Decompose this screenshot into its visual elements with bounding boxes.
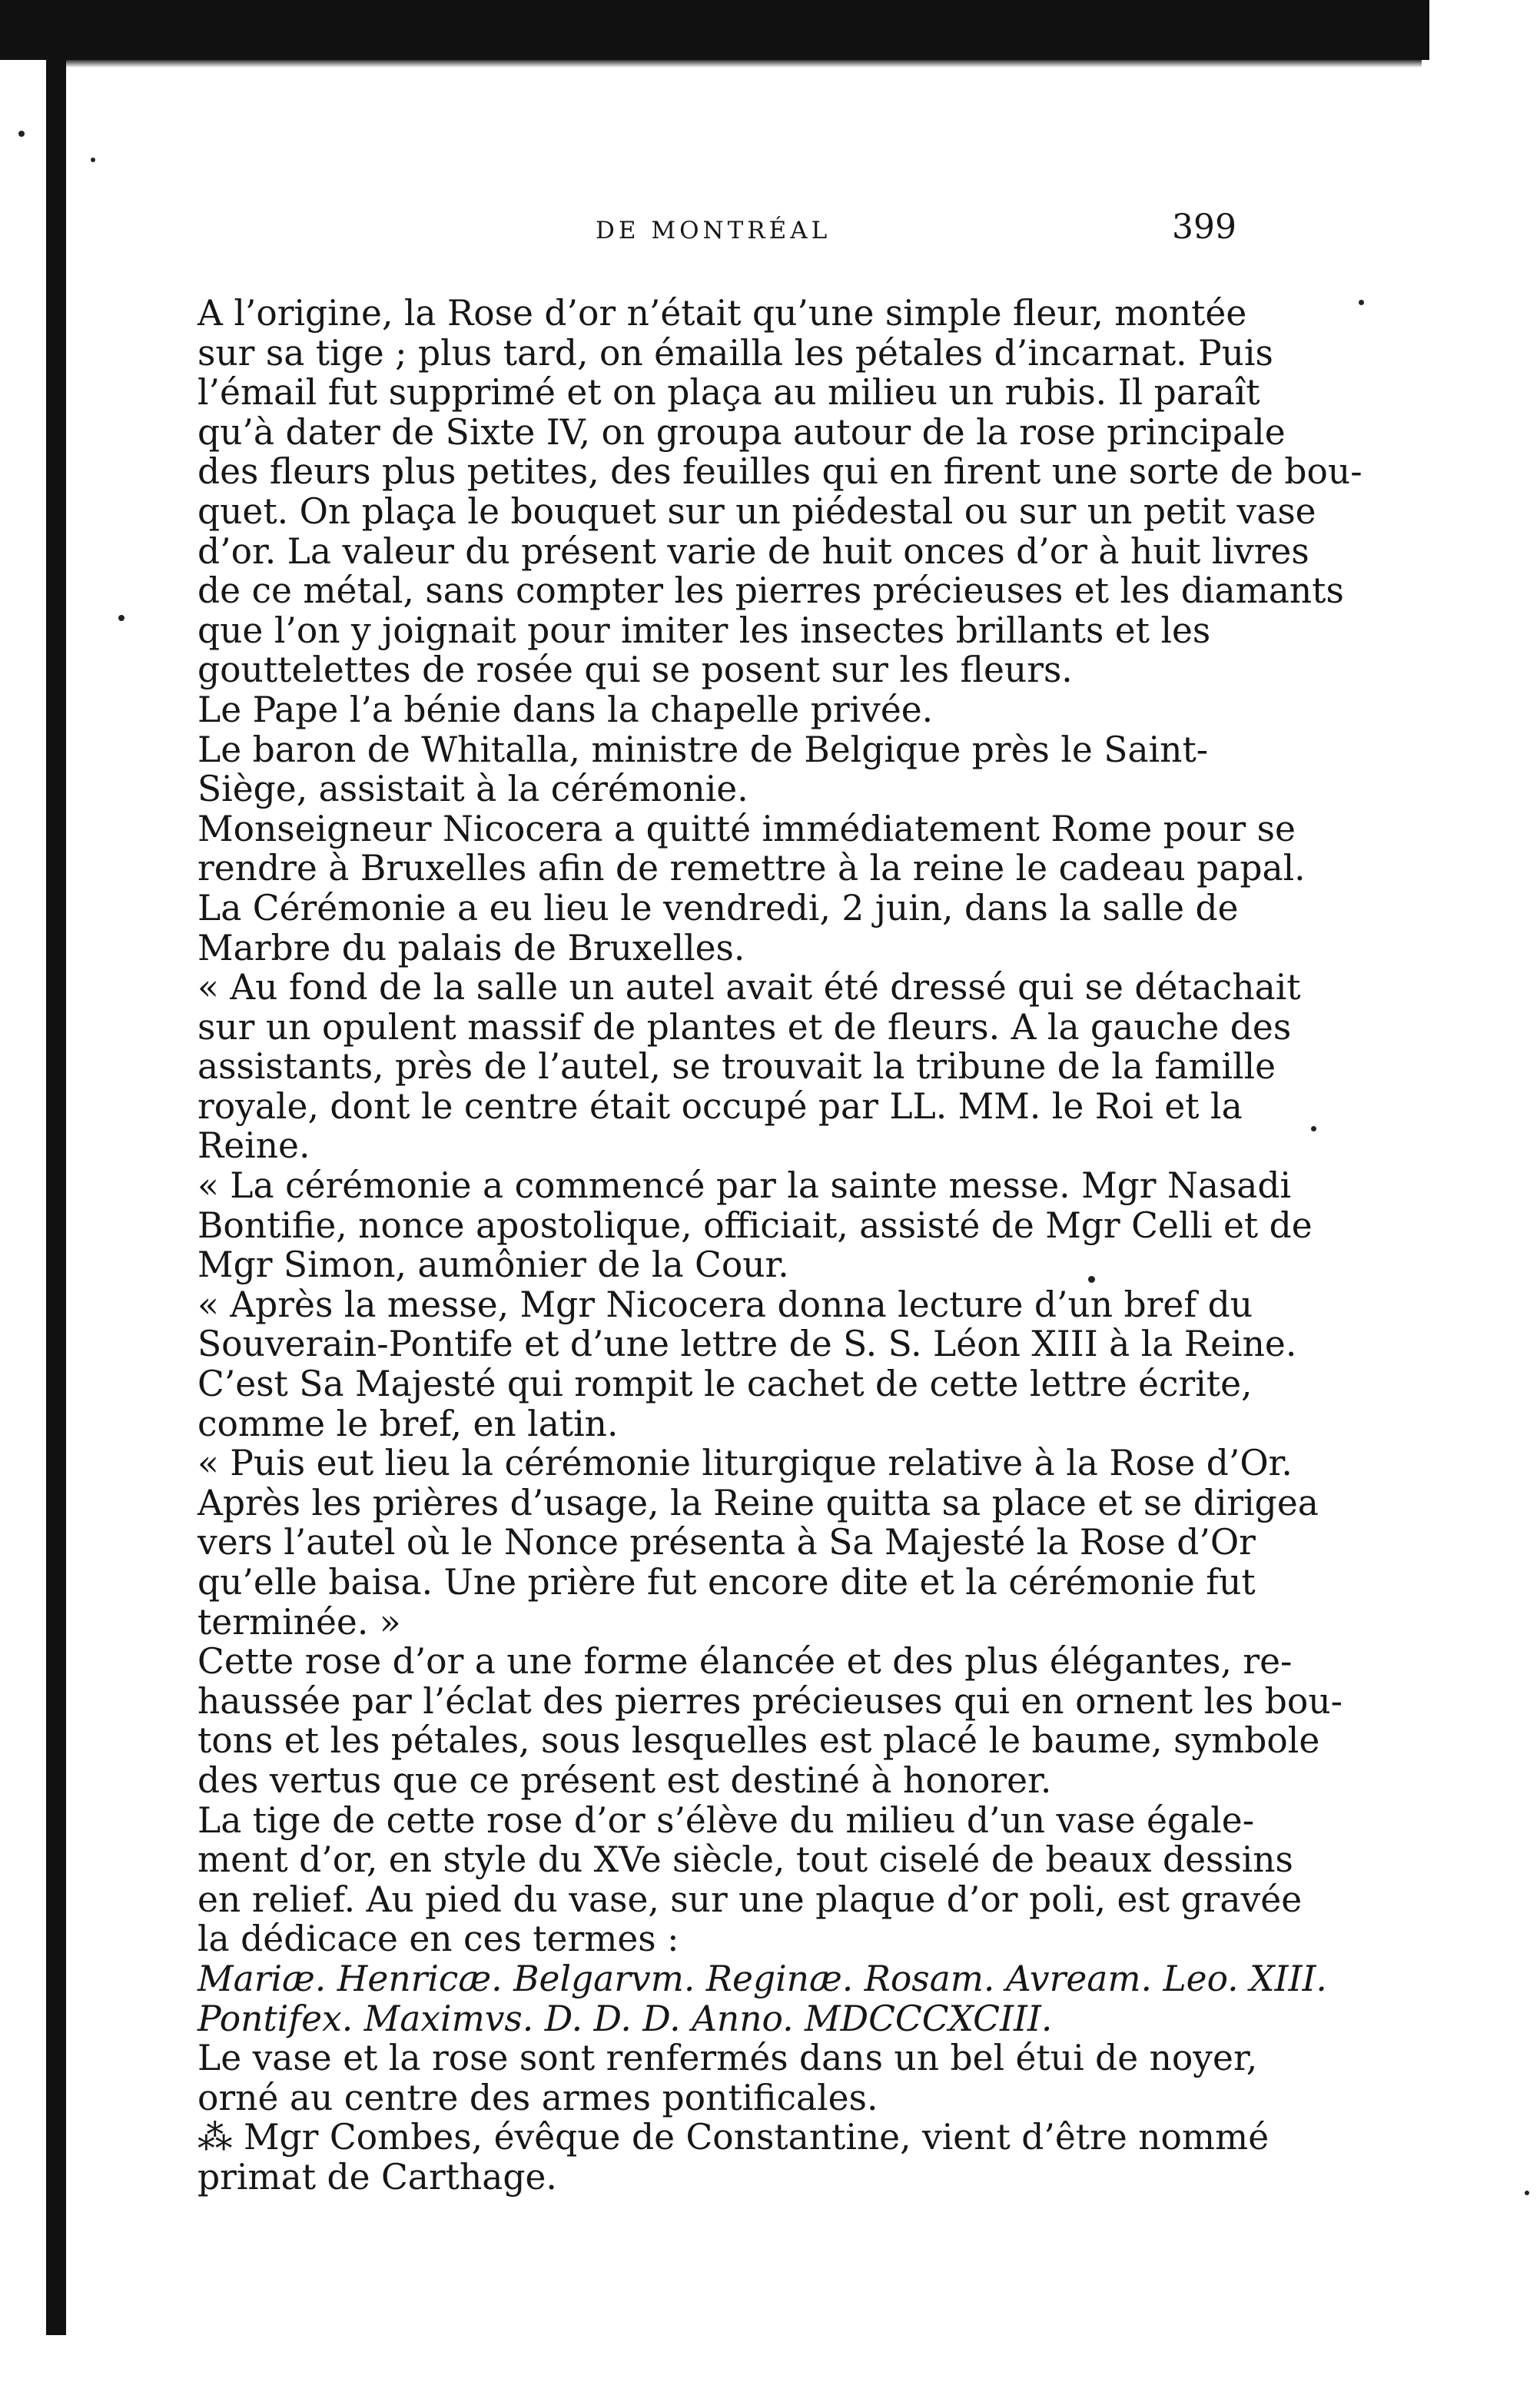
text-line: qu’elle baisa. Une prière fut encore dite et la cérémonie fut (197, 1562, 1256, 1603)
text-line: « La cérémonie a commencé par la sainte messe. Mgr Nasadi (197, 1165, 1292, 1207)
text-line: terminée. » (197, 1601, 401, 1643)
scan-speck (1311, 1126, 1316, 1131)
text-line: « Puis eut lieu la cérémonie liturgique relative à la Rose d’Or. (197, 1443, 1293, 1484)
scan-border-shadow (46, 60, 1422, 68)
paragraph (158, 293, 1362, 691)
text-line: Après les prières d’usage, la Reine quitta sa place et se dirigea (197, 1482, 1319, 1523)
text-line: des fleurs plus petites, des feuilles qui en firent une sorte de bou- (197, 451, 1362, 493)
scan-speck (118, 615, 124, 621)
text-line: la dédicace en ces termes : (197, 1919, 679, 1960)
scan-speck (18, 131, 25, 137)
text-line: rendre à Bruxelles afin de remettre à la reine le cadeau papal. (197, 848, 1306, 889)
text-line: des vertus que ce présent est destiné à honorer. (197, 1759, 1052, 1801)
text-line: Siège, assistait à la cérémonie. (197, 769, 748, 810)
text-line: « Au fond de la salle un autel avait été dressé qui se détachait (197, 967, 1301, 1008)
paragraph (158, 1641, 1343, 1801)
text-line: de ce métal, sans compter les pierres précieuses et les diamants (197, 570, 1344, 612)
paragraph (158, 2118, 1310, 2197)
paragraph (158, 690, 1310, 730)
paragraph (158, 1285, 1310, 1443)
text-line: Mgr Simon, aumônier de la Cour. (197, 1244, 789, 1286)
text-line: Marbre du palais de Bruxelles. (197, 927, 745, 968)
page-number: 399 (1172, 208, 1236, 247)
text-line: qu’à dater de Sixte IV, on groupa autour de la rose principale (197, 411, 1286, 453)
text-line: La Cérémonie a eu lieu le vendredi, 2 juin, dans la salle de (197, 887, 1239, 929)
text-line: « Après la messe, Mgr Nicocera donna lecture d’un bref du (197, 1284, 1253, 1325)
running-head-title: DE MONTRÉAL (596, 217, 831, 244)
scan-border-top (0, 0, 1429, 60)
text-line: Le baron de Whitalla, ministre de Belgique près le Saint- (197, 729, 1209, 770)
scan-speck (1525, 2191, 1529, 2195)
running-head (158, 208, 1310, 254)
paragraph (158, 1801, 1310, 1959)
text-line: tons et les pétales, sous lesquelles est placé le baume, symbole (197, 1720, 1320, 1762)
paragraph (158, 730, 1310, 809)
inscription-paragraph (158, 1958, 1327, 2039)
text-line: en relief. Au pied du vase, sur une plaque d’or poli, est gravée (197, 1879, 1303, 1920)
scan-speck (91, 158, 95, 162)
text-line: l’émail fut supprimé et on plaça au milieu un rubis. Il paraît (197, 372, 1260, 414)
text-line: Pontifex. Maximvs. D. D. D. Anno. MDCCCXCIII. (197, 1998, 1053, 2039)
scan-speck (1359, 300, 1364, 305)
paragraph (158, 968, 1310, 1166)
text-line: Monseigneur Nicocera a quitté immédiatement Rome pour se (197, 808, 1296, 849)
book-page (158, 208, 1362, 2198)
text-line: Souverain-Pontife et d’une lettre de S. S. Léon XIII à la Reine. (197, 1324, 1297, 1365)
text-line: que l’on y joignait pour imiter les insectes brillants et les (197, 610, 1211, 651)
text-line: d’or. La valeur du présent varie de huit onces d’or à huit livres (197, 530, 1309, 572)
text-line: primat de Carthage. (197, 2156, 557, 2198)
paragraph (158, 1165, 1313, 1286)
body-text (158, 293, 1362, 2198)
text-line: C’est Sa Majesté qui rompit le cachet de cette lettre écrite, (197, 1364, 1253, 1405)
text-line: Reine. (197, 1125, 310, 1167)
text-line: Cette rose d’or a une forme élancée et des plus élégantes, re- (197, 1641, 1293, 1683)
text-line: haussée par l’éclat des pierres précieuses qui en ornent les bou- (197, 1680, 1343, 1722)
text-line: Le vase et la rose sont renfermés dans un bel étui de noyer, (197, 2038, 1258, 2079)
text-line: La tige de cette rose d’or s’élève du milieu d’un vase égale- (197, 1799, 1255, 1841)
text-line: Bontifie, nonce apostolique, officiait, assisté de Mgr Celli et de (197, 1204, 1313, 1246)
paragraph (158, 1443, 1319, 1643)
text-line: comme le bref, en latin. (197, 1403, 619, 1444)
paragraph (158, 2038, 1310, 2118)
paragraph (158, 889, 1310, 968)
text-line: ⁂ Mgr Combes, évêque de Constantine, vient d’être nommé (197, 2117, 1270, 2158)
text-line: orné au centre des armes pontificales. (197, 2077, 878, 2118)
paragraph (158, 809, 1310, 889)
text-line: vers l’autel où le Nonce présenta à Sa Majesté la Rose d’Or (197, 1522, 1256, 1563)
text-line: sur sa tige ; plus tard, on émailla les pétales d’incarnat. Puis (197, 332, 1273, 374)
text-line: assistants, près de l’autel, se trouvait la tribune de la famille (197, 1046, 1276, 1088)
text-line: sur un opulent massif de plantes et de fleurs. A la gauche des (197, 1006, 1292, 1048)
text-line: A l’origine, la Rose d’or n’était qu’une simple fleur, montée (197, 293, 1247, 334)
text-line: gouttelettes de rosée qui se posent sur les fleurs. (197, 649, 1073, 691)
text-line: ment d’or, en style du XVe siècle, tout ciselé de beaux dessins (197, 1839, 1293, 1881)
text-line: quet. On plaça le bouquet sur un piédestal ou sur un petit vase (197, 490, 1316, 532)
text-line: Le Pape l’a bénie dans la chapelle privée. (197, 689, 934, 730)
text-line: royale, dont le centre était occupé par LL. MM. le Roi et la (197, 1085, 1243, 1127)
text-line: Mariæ. Henricæ. Belgarvm. Reginæ. Rosam. Avream. Leo. XIII. (197, 1958, 1327, 1999)
scan-border-left (46, 60, 66, 2335)
